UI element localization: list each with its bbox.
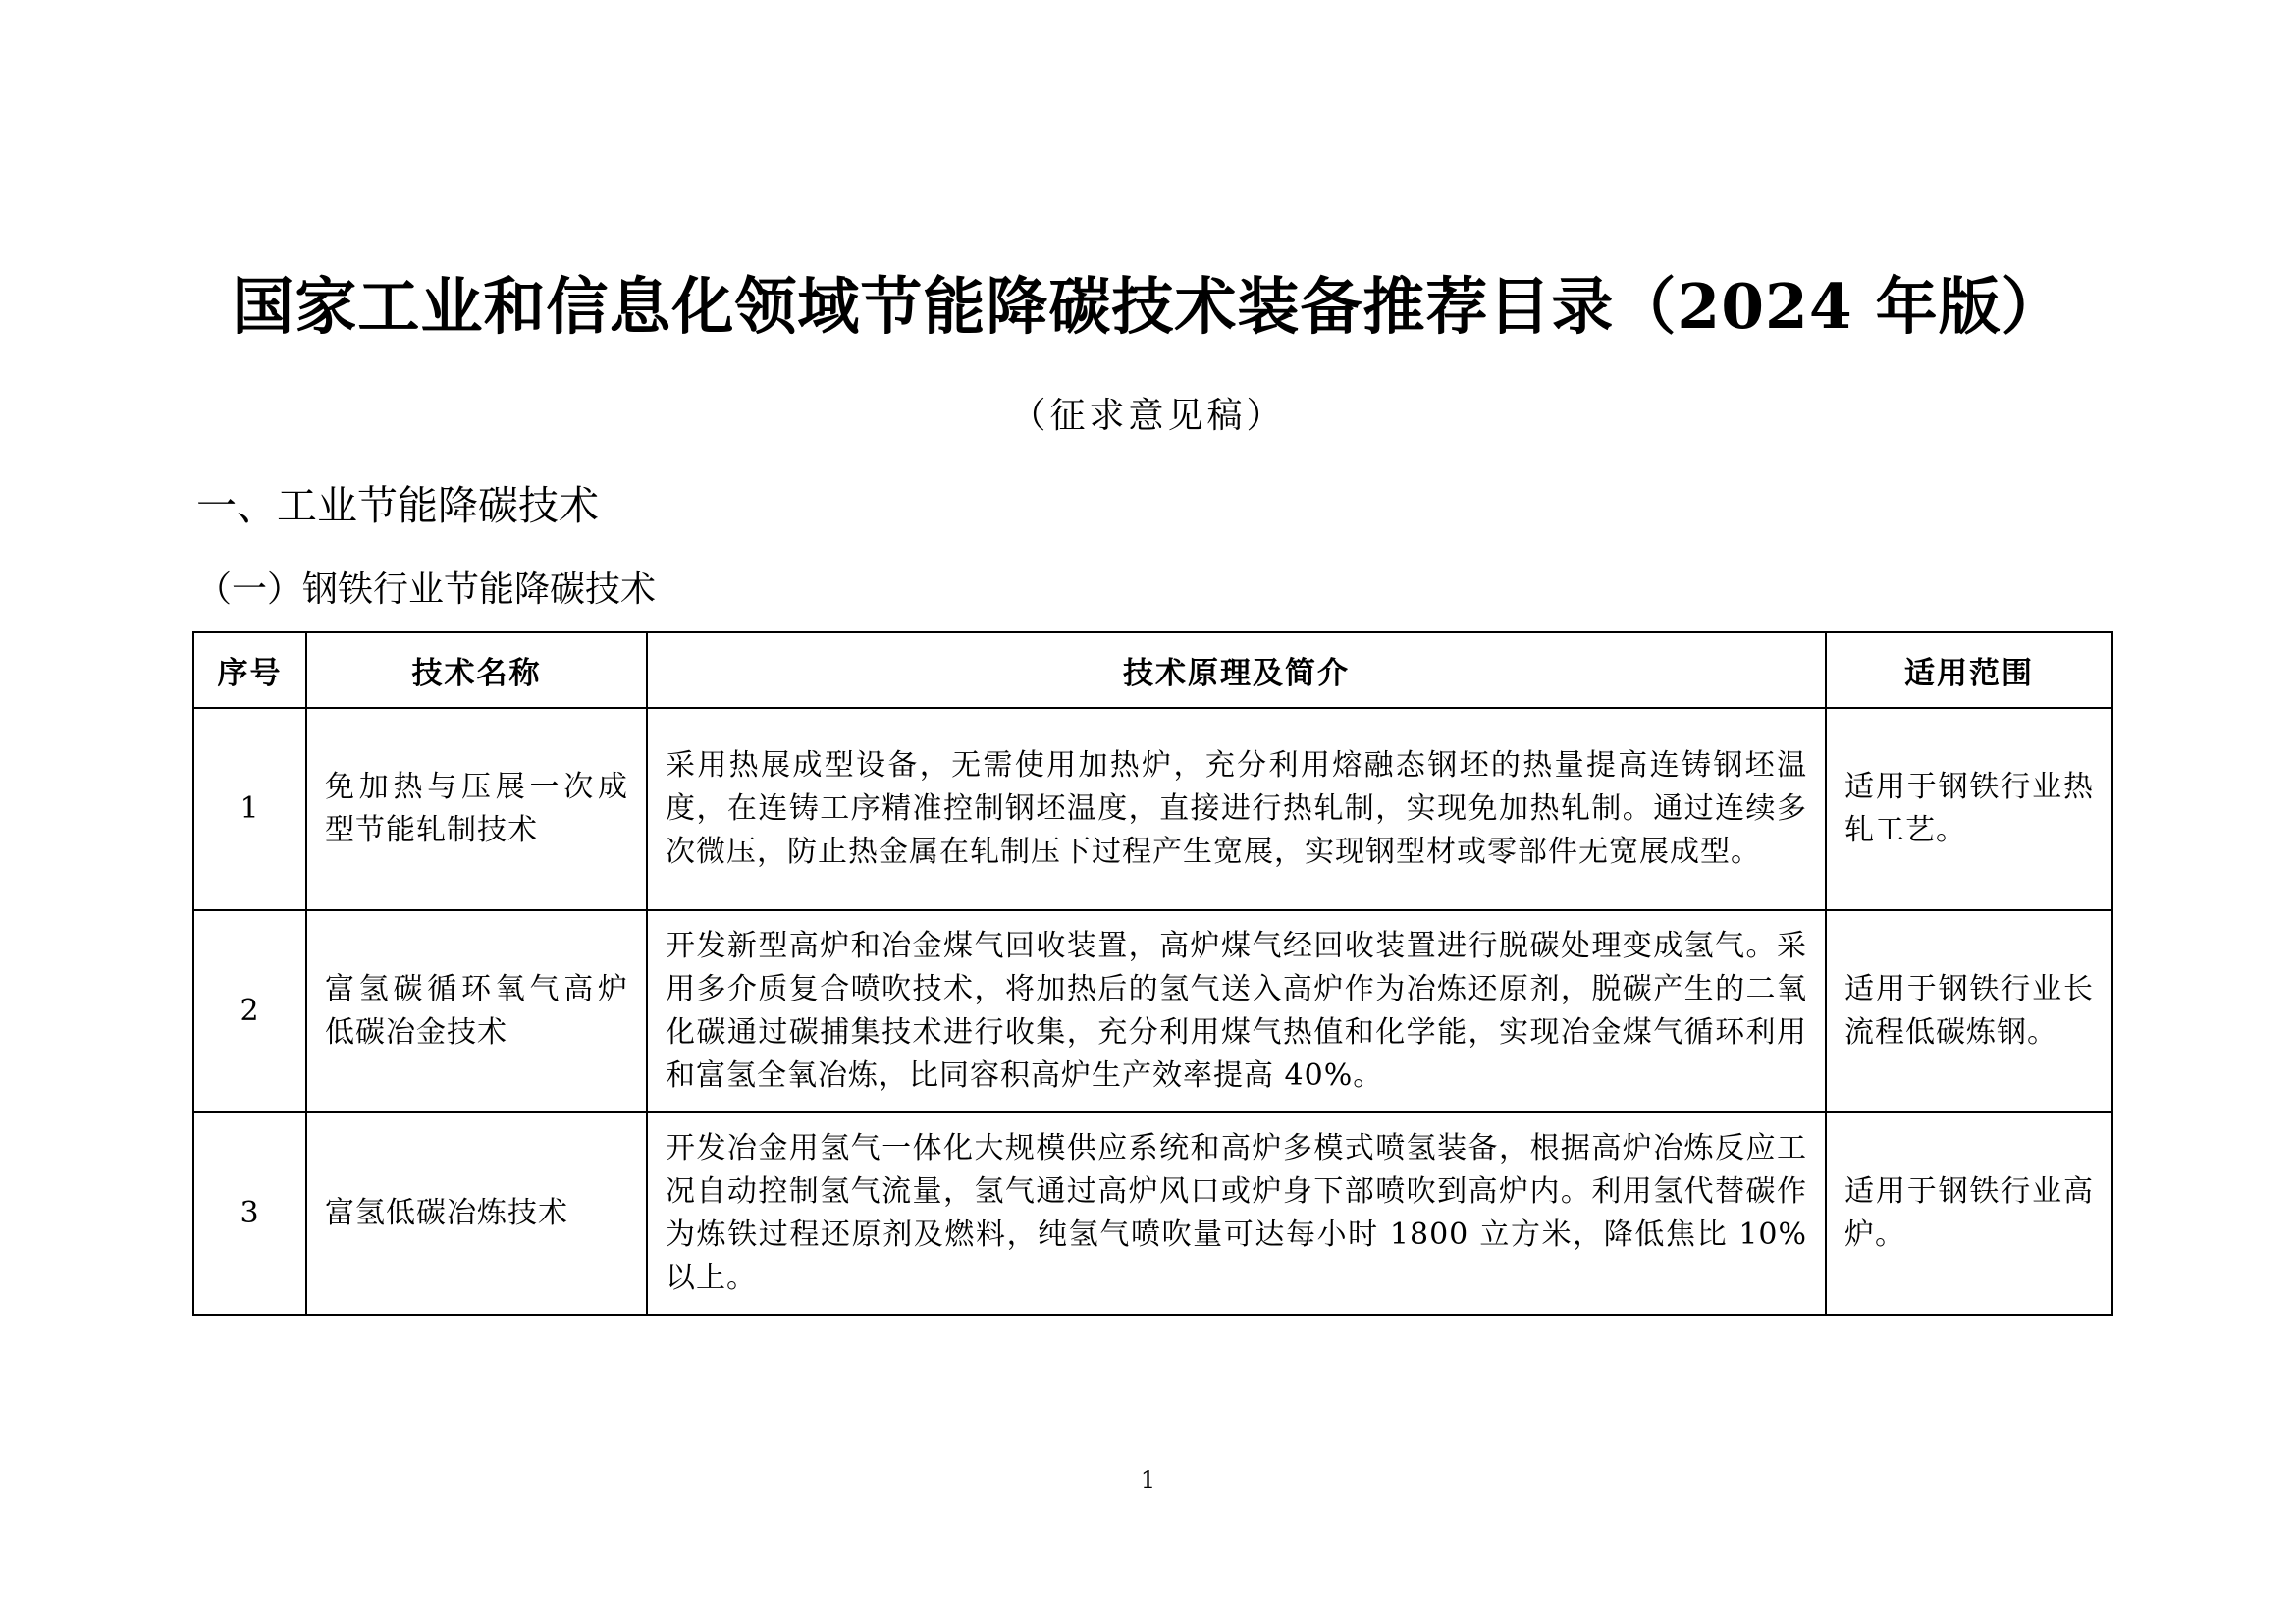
header-scope: 适用范围 (1826, 632, 2112, 708)
row-principle: 开发冶金用氢气一体化大规模供应系统和高炉多模式喷氢装备，根据高炉冶炼反应工况自动控制氢气流量，氢气通过高炉风口或炉身下部喷吹到高炉内。利用氢代替碳作为炼铁过程还原剂及燃料，纯氢气喷吹量可达每小时 1800 立方米，降低焦比 10%以上。 (647, 1112, 1826, 1315)
row-scope: 适用于钢铁行业热轧工艺。 (1826, 708, 2112, 910)
document-title: 国家工业和信息化领域节能降碳技术装备推荐目录（2024 年版） (232, 270, 2064, 343)
header-no: 序号 (193, 632, 306, 708)
row-scope: 适用于钢铁行业长流程低碳炼钢。 (1826, 910, 2112, 1112)
header-name: 技术名称 (306, 632, 647, 708)
page-number: 1 (1140, 1466, 1156, 1493)
row-name: 富氢低碳冶炼技术 (306, 1112, 647, 1315)
table-row (193, 910, 2112, 1112)
row-name: 富氢碳循环氧气高炉低碳冶金技术 (306, 910, 647, 1112)
document-subtitle: （征求意见稿） (1010, 396, 1286, 436)
section-heading: 一、工业节能降碳技术 (196, 482, 599, 529)
row-name: 免加热与压展一次成型节能轧制技术 (306, 708, 647, 910)
table-row (193, 708, 2112, 910)
row-no: 1 (193, 708, 306, 910)
row-no: 3 (193, 1112, 306, 1315)
row-scope: 适用于钢铁行业高炉。 (1826, 1112, 2112, 1315)
subsection-heading: （一）钢铁行业节能降碳技术 (196, 569, 657, 610)
row-principle: 开发新型高炉和冶金煤气回收装置，高炉煤气经回收装置进行脱碳处理变成氢气。采用多介质复合喷吹技术，将加热后的氢气送入高炉作为冶炼还原剂，脱碳产生的二氧化碳通过碳捕集技术进行收集，充分利用煤气热值和化学能，实现冶金煤气循环利用和富氢全氧冶炼，比同容积高炉生产效率提高 40%。 (647, 910, 1826, 1112)
row-principle: 采用热展成型设备，无需使用加热炉，充分利用熔融态钢坯的热量提高连铸钢坯温度，在连铸工序精准控制钢坯温度，直接进行热轧制，实现免加热轧制。通过连续多次微压，防止热金属在轧制压下过程产生宽展，实现钢型材或零部件无宽展成型。 (647, 708, 1826, 910)
header-principle: 技术原理及简介 (647, 632, 1826, 708)
table-row (193, 1112, 2112, 1315)
table-header-row (193, 632, 2112, 708)
technology-catalog-table (192, 631, 2113, 1316)
row-no: 2 (193, 910, 306, 1112)
